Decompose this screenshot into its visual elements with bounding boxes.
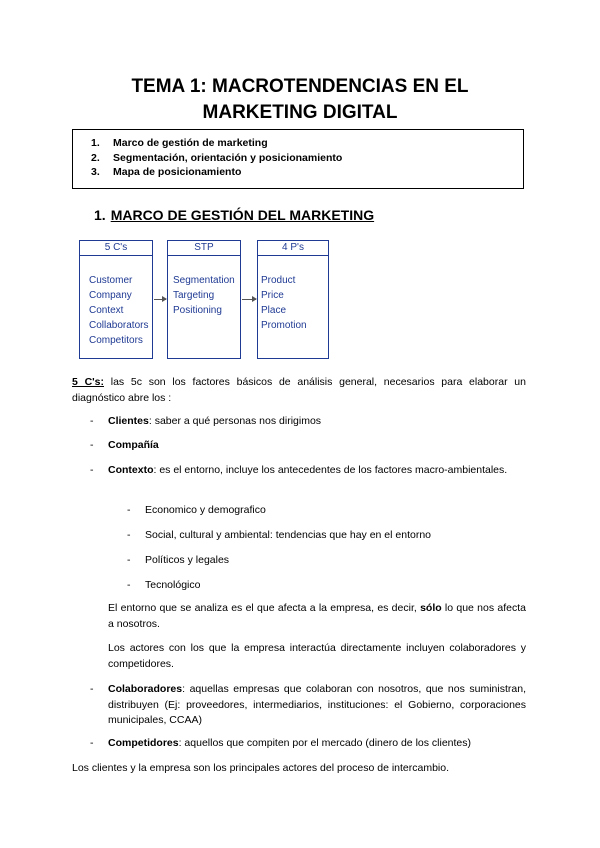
bullet-dash: - xyxy=(127,579,131,591)
toc-item xyxy=(91,151,523,166)
text: lo que nos afecta a nosotros. xyxy=(108,602,526,630)
box-list xyxy=(80,256,152,348)
term: Compañía xyxy=(108,439,159,451)
subitem: Políticos y legales xyxy=(145,554,230,566)
text: El entorno que se analiza es el que afecta a la empresa, es decir, xyxy=(108,602,421,614)
box-item: Competitors xyxy=(89,335,143,346)
arrow-icon xyxy=(242,299,256,300)
box-item: Price xyxy=(261,290,284,301)
box-item: Segmentation xyxy=(173,275,235,286)
intro-label: 5 C's: xyxy=(72,376,104,388)
definition: : es el entorno, incluye los antecedentes de los factores macro-ambientales. xyxy=(153,464,508,476)
arrow-icon xyxy=(154,299,166,300)
title-line-2: MARKETING DIGITAL xyxy=(202,102,398,123)
bullet-dash: - xyxy=(90,737,94,749)
box-item: Targeting xyxy=(173,290,215,301)
toc-text: Segmentación, orientación y posicionamiento xyxy=(113,151,343,164)
bullet-dash: - xyxy=(127,529,131,541)
box-item: Collaborators xyxy=(89,320,149,331)
toc-text: Marco de gestión de marketing xyxy=(113,137,268,149)
term: Clientes xyxy=(108,415,149,427)
bullet-dash: - xyxy=(90,464,94,476)
toc-item xyxy=(91,165,523,180)
box-header: 4 P's xyxy=(258,241,328,256)
box-item: Company xyxy=(89,290,132,301)
box-item: Context xyxy=(89,305,124,316)
item-compania xyxy=(108,438,528,454)
intro-paragraph xyxy=(72,375,526,406)
box-list xyxy=(258,256,328,333)
bullet-dash: - xyxy=(90,683,94,695)
paragraph-actores: Los actores con los que la empresa interactúa directamente incluyen colaboradores y competidores. xyxy=(108,642,526,670)
bullet-dash: - xyxy=(90,439,94,451)
bullet-dash: - xyxy=(127,554,131,566)
item-clientes xyxy=(108,414,528,430)
toc-text: Mapa de posicionamiento xyxy=(113,166,242,178)
box-header: 5 C's xyxy=(80,241,152,256)
term: Contexto xyxy=(108,464,154,476)
item-contexto xyxy=(108,463,526,479)
bullet-dash: - xyxy=(90,415,94,427)
section-number: 1. xyxy=(94,207,106,223)
page-title xyxy=(0,74,600,126)
bullet-dash: - xyxy=(127,504,131,516)
section-title: MARCO DE GESTIÓN DEL MARKETING xyxy=(110,207,375,223)
emphasis: sólo xyxy=(420,602,442,614)
intro-text: las 5c son los factores básicos de análisis general, necesarios para elaborar un diagnóstico abre los : xyxy=(72,376,526,404)
definition: : aquellos que compiten por el mercado (dinero de los clientes) xyxy=(178,737,472,749)
box-item: Product xyxy=(261,275,296,286)
title-line-1: TEMA 1: MACROTENDENCIAS EN EL xyxy=(131,76,469,97)
toc-num: 1. xyxy=(91,137,100,149)
term: Competidores xyxy=(108,737,179,749)
diagram-box-4ps xyxy=(257,240,329,359)
term: Colaboradores xyxy=(108,683,183,695)
closing-paragraph: Los clientes y la empresa son los principales actores del proceso de intercambio. xyxy=(72,762,450,774)
item-competidores xyxy=(108,736,528,752)
toc-num: 2. xyxy=(91,151,100,164)
diagram-box-stp xyxy=(167,240,241,359)
box-item: Positioning xyxy=(173,305,222,316)
box-item: Promotion xyxy=(261,320,307,331)
box-list xyxy=(168,256,240,318)
toc-item xyxy=(91,136,523,151)
toc-num: 3. xyxy=(91,166,100,178)
table-of-contents xyxy=(72,129,524,189)
subitem: Social, cultural y ambiental: tendencias que hay en el entorno xyxy=(145,529,432,541)
box-item: Customer xyxy=(89,275,133,286)
paragraph-entorno xyxy=(108,601,526,632)
box-item: Place xyxy=(261,305,287,316)
definition: : aquellas empresas que colaboran con nosotros, que nos suministran, distribuyen (Ej: proveedores, intermediarios, instituciones: el Gobierno, corporaciones municipales, CCAA) xyxy=(108,683,526,726)
subitem: Tecnológico xyxy=(145,579,201,591)
subitem: Economico y demografico xyxy=(145,504,266,516)
box-header: STP xyxy=(168,241,240,256)
item-colaboradores xyxy=(108,682,526,729)
diagram-box-5cs xyxy=(79,240,153,359)
definition: : saber a qué personas nos dirigimos xyxy=(148,415,322,427)
section-heading xyxy=(94,207,374,223)
